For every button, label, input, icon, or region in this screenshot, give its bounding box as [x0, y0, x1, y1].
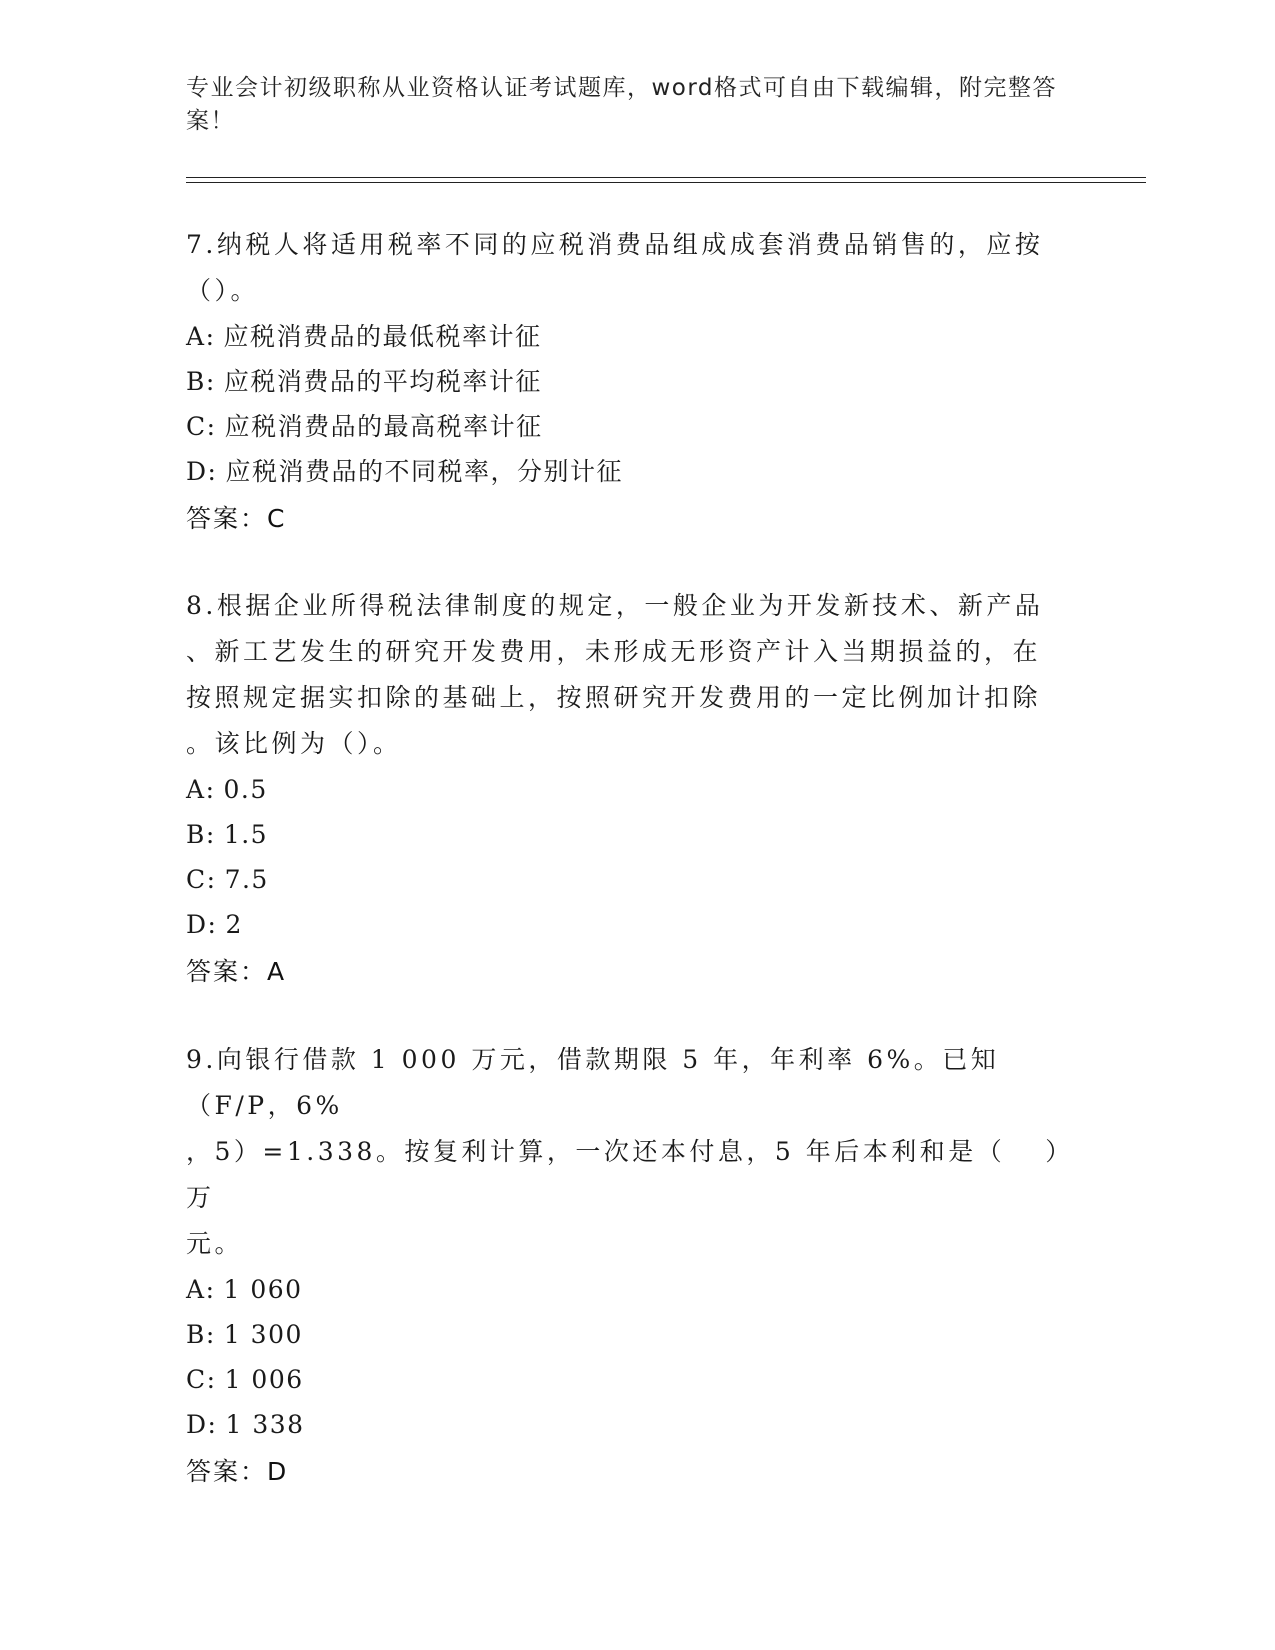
question-stem — [186, 583, 1066, 767]
header-line: 案！ — [186, 108, 235, 134]
option-b: B: 1.5 — [186, 820, 269, 849]
answer-label: 答案： — [186, 957, 268, 986]
option-a: A: 0.5 — [186, 775, 268, 804]
answer-label: 答案： — [186, 1457, 268, 1486]
question-stem — [186, 1037, 1066, 1267]
option-b: B: 应税消费品的平均税率计征 — [186, 367, 542, 396]
stem-line: 。该比例为（）。 — [186, 729, 402, 758]
answer-value: C — [267, 504, 287, 533]
option-d: D: 1 338 — [186, 1410, 305, 1439]
answer-value: A — [267, 957, 287, 986]
stem-line: 元。 — [186, 1229, 244, 1258]
option-c: C: 应税消费品的最高税率计征 — [186, 412, 543, 441]
stem-line: （）。 — [186, 276, 260, 305]
header-divider-top — [186, 177, 1146, 178]
option-d: D: 应税消费品的不同税率，分别计征 — [186, 457, 623, 486]
option-a: A: 1 060 — [186, 1275, 303, 1304]
question-8 — [186, 583, 1066, 995]
answer-label: 答案： — [186, 504, 268, 533]
option-a: A: 应税消费品的最低税率计征 — [186, 322, 542, 351]
stem-line: 8.根据企业所得税法律制度的规定，一般企业为开发新技术、新产品 — [186, 591, 1044, 620]
option-b: B: 1 300 — [186, 1320, 303, 1349]
option-d: D: 2 — [186, 910, 243, 939]
answer — [186, 496, 1066, 542]
header-line: 专业会计初级职称从业资格认证考试题库，word格式可自由下载编辑，附完整答 — [186, 75, 1058, 101]
stem-line: ，5）=1.338。按复利计算，一次还本付息，5 年后本利和是（ ）万 — [186, 1137, 1062, 1212]
option-c: C: 7.5 — [186, 865, 269, 894]
stem-line: 7.纳税人将适用税率不同的应税消费品组成成套消费品销售的，应按 — [186, 230, 1044, 259]
question-7 — [186, 222, 1066, 542]
answer-value: D — [267, 1457, 289, 1486]
stem-line: 按照规定据实扣除的基础上，按照研究开发费用的一定比例加计扣除 — [186, 683, 1042, 712]
answer — [186, 1449, 1066, 1495]
answer — [186, 949, 1066, 995]
document-header — [186, 72, 1066, 138]
stem-line: 、新工艺发生的研究开发费用，未形成无形资产计入当期损益的，在 — [186, 637, 1042, 666]
question-9 — [186, 1037, 1066, 1495]
question-stem — [186, 222, 1066, 314]
header-divider-bottom — [186, 182, 1146, 183]
option-c: C: 1 006 — [186, 1365, 304, 1394]
stem-line: 9.向银行借款 1 000 万元，借款期限 5 年，年利率 6%。已知（F/P，6% — [186, 1045, 1000, 1120]
